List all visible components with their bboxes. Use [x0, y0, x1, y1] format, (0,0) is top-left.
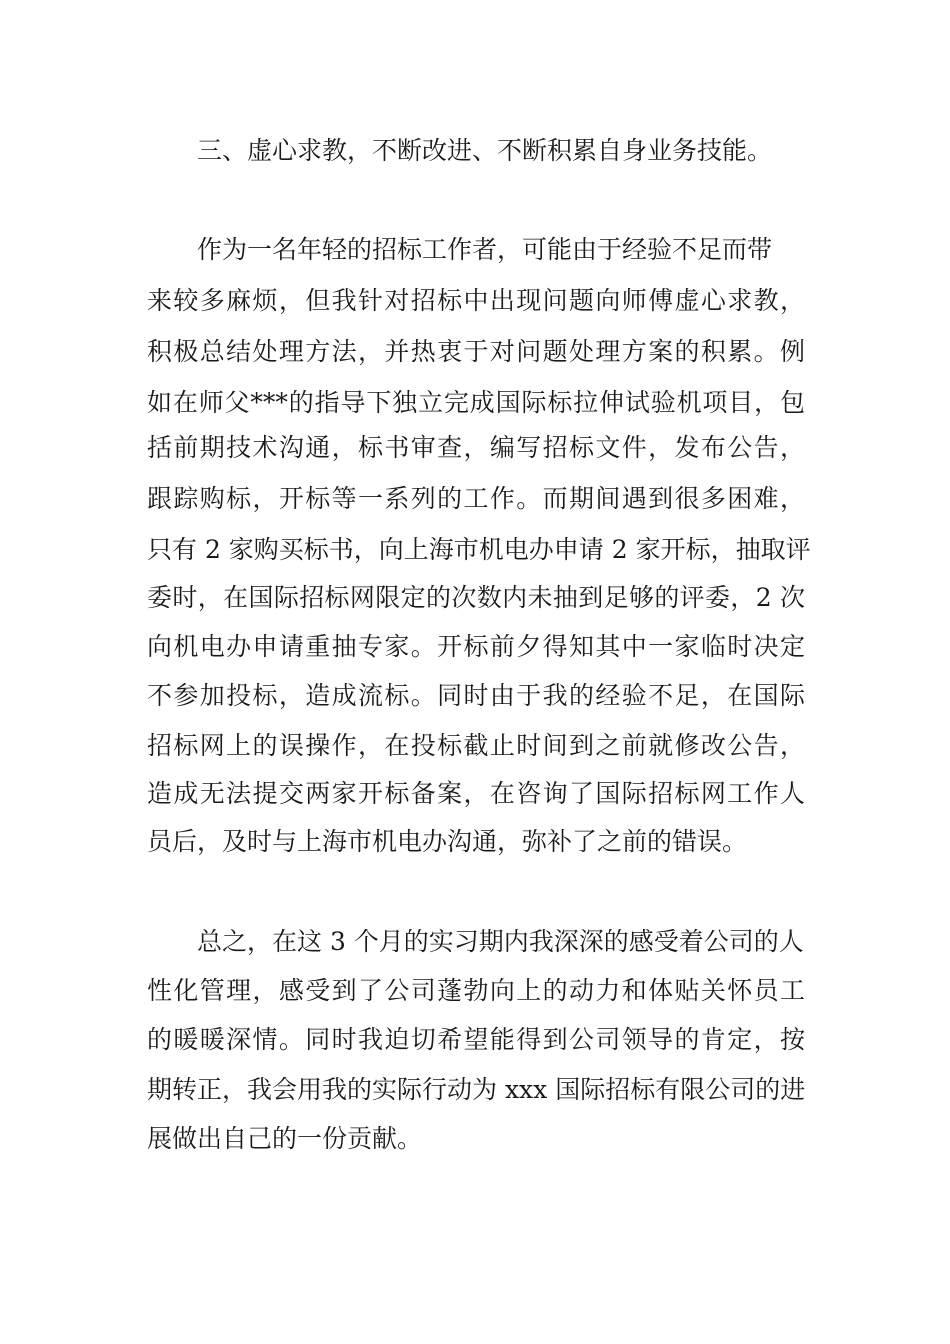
- paragraph-line: 括前期技术沟通，标书审查，编写招标文件，发布公告，: [147, 433, 805, 462]
- paragraph-line: 如在师父***的指导下独立完成国际标拉伸试验机项目，包: [147, 388, 805, 417]
- section-heading: 三、虚心求教，不断改进、不断积累自身业务技能。: [197, 136, 773, 165]
- paragraph-line: 总之，在这 3 个月的实习期内我深深的感受着公司的人: [197, 927, 804, 956]
- paragraph-line: 来较多麻烦，但我针对招标中出现问题向师傅虚心求教，: [147, 286, 805, 315]
- paragraph-line: 向机电办申请重抽专家。开标前夕得知其中一家临时决定: [147, 632, 805, 661]
- paragraph-line: 跟踪购标，开标等一系列的工作。而期间遇到很多困难，: [147, 484, 805, 513]
- paragraph-line: 造成无法提交两家开标备案，在咨询了国际招标网工作人: [147, 779, 805, 808]
- paragraph-line: 只有 2 家购买标书，向上海市机电办申请 2 家开标，抽取评: [147, 535, 811, 564]
- paragraph-line: 的暖暖深情。同时我迫切希望能得到公司领导的肯定，按: [147, 1025, 805, 1054]
- paragraph-line: 性化管理，感受到了公司蓬勃向上的动力和体贴关怀员工: [147, 976, 805, 1005]
- paragraph-line: 委时，在国际招标网限定的次数内未抽到足够的评委，2 次: [147, 583, 805, 612]
- paragraph-line: 作为一名年轻的招标工作者，可能由于经验不足而带: [197, 235, 773, 264]
- paragraph-line: 积极总结处理方法，并热衷于对问题处理方案的积累。例: [147, 337, 805, 366]
- paragraph-line: 员后，及时与上海市机电办沟通，弥补了之前的错误。: [147, 827, 748, 856]
- paragraph-line: 期转正，我会用我的实际行动为 xxx 国际招标有限公司的进: [147, 1075, 806, 1104]
- paragraph-line: 展做出自己的一份贡献。: [147, 1124, 423, 1153]
- paragraph-line: 招标网上的误操作，在投标截止时间到之前就修改公告，: [147, 731, 805, 760]
- paragraph-line: 不参加投标，造成流标。同时由于我的经验不足，在国际: [147, 681, 805, 710]
